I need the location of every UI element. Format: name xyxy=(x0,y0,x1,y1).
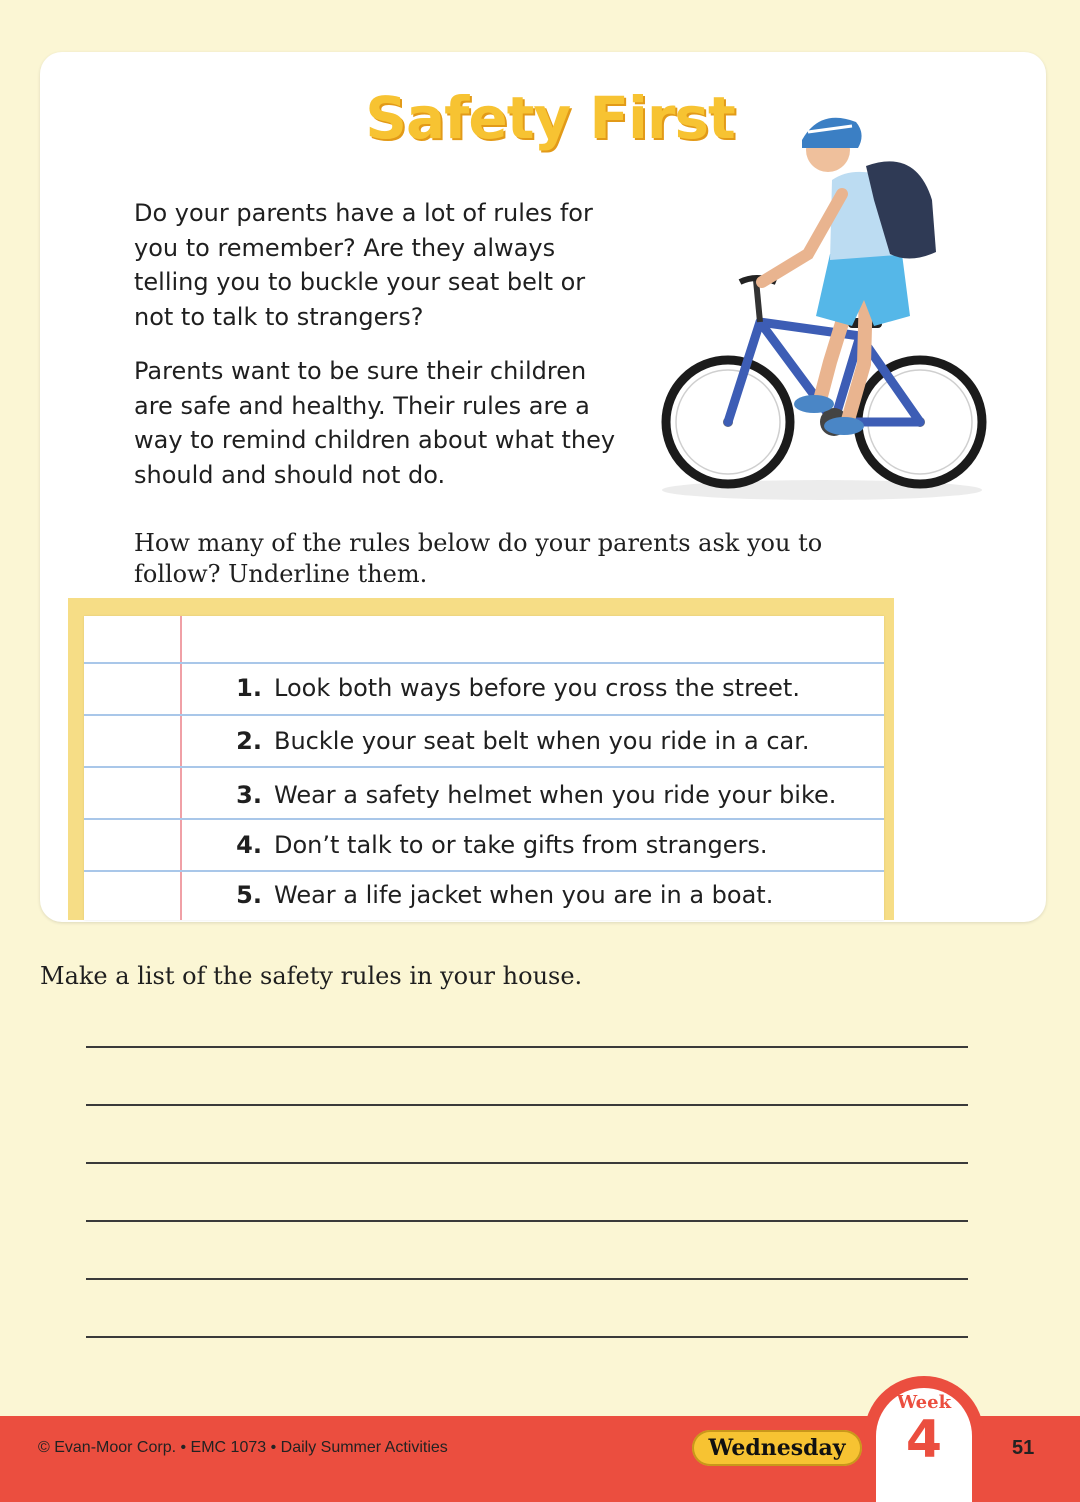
week-number: 4 xyxy=(905,1410,943,1470)
reading-paragraph-1: Do your parents have a lot of rules for you to remember? Are they always telling you to buckle your seat belt or not to talk to strangers? xyxy=(134,199,593,331)
writing-line[interactable] xyxy=(86,1278,968,1280)
week-label: Week xyxy=(896,1392,952,1413)
day-badge: Wednesday xyxy=(692,1430,862,1466)
rule-item xyxy=(234,773,874,817)
writing-line[interactable] xyxy=(86,1046,968,1048)
page-title: Safety First xyxy=(365,84,735,152)
rule-number: 5. xyxy=(236,881,262,909)
writing-line[interactable] xyxy=(86,1104,968,1106)
writing-line[interactable] xyxy=(86,1220,968,1222)
underline-instructions: How many of the rules below do your parents ask you to follow? Underline them. xyxy=(134,529,823,588)
rule-number: 1. xyxy=(236,674,262,702)
rules-notepad xyxy=(84,616,884,920)
notepad-ruled-line xyxy=(84,662,884,664)
page-number: 51 xyxy=(1012,1437,1035,1459)
writing-line[interactable] xyxy=(86,1162,968,1164)
rule-text: Look both ways before you cross the street. xyxy=(274,674,800,702)
rule-item xyxy=(234,666,874,710)
rule-number: 4. xyxy=(236,831,262,859)
rule-text: Wear a life jacket when you are in a boat. xyxy=(274,881,774,909)
notepad-ruled-line xyxy=(84,714,884,716)
rule-number: 2. xyxy=(236,727,262,755)
notepad-ruled-line xyxy=(84,870,884,872)
rule-item xyxy=(234,823,874,867)
rule-item xyxy=(234,873,874,917)
rule-item xyxy=(234,719,874,763)
list-prompt: Make a list of the safety rules in your house. xyxy=(40,962,583,990)
rule-text: Wear a safety helmet when you ride your bike. xyxy=(274,781,837,809)
notepad-ruled-line xyxy=(84,818,884,820)
copyright-text: © Evan-Moor Corp. • EMC 1073 • Daily Summer Activities xyxy=(38,1439,448,1456)
reading-paragraph-2: Parents want to be sure their children are safe and healthy. Their rules are a way to remind children about what they should and should not do. xyxy=(134,357,616,489)
rule-number: 3. xyxy=(236,781,262,809)
boy-riding-bicycle-image xyxy=(652,104,992,504)
rule-text: Buckle your seat belt when you ride in a car. xyxy=(274,727,810,755)
rule-text: Don’t talk to or take gifts from strangers. xyxy=(274,831,768,859)
writing-line[interactable] xyxy=(86,1336,968,1338)
notepad-ruled-line xyxy=(84,766,884,768)
